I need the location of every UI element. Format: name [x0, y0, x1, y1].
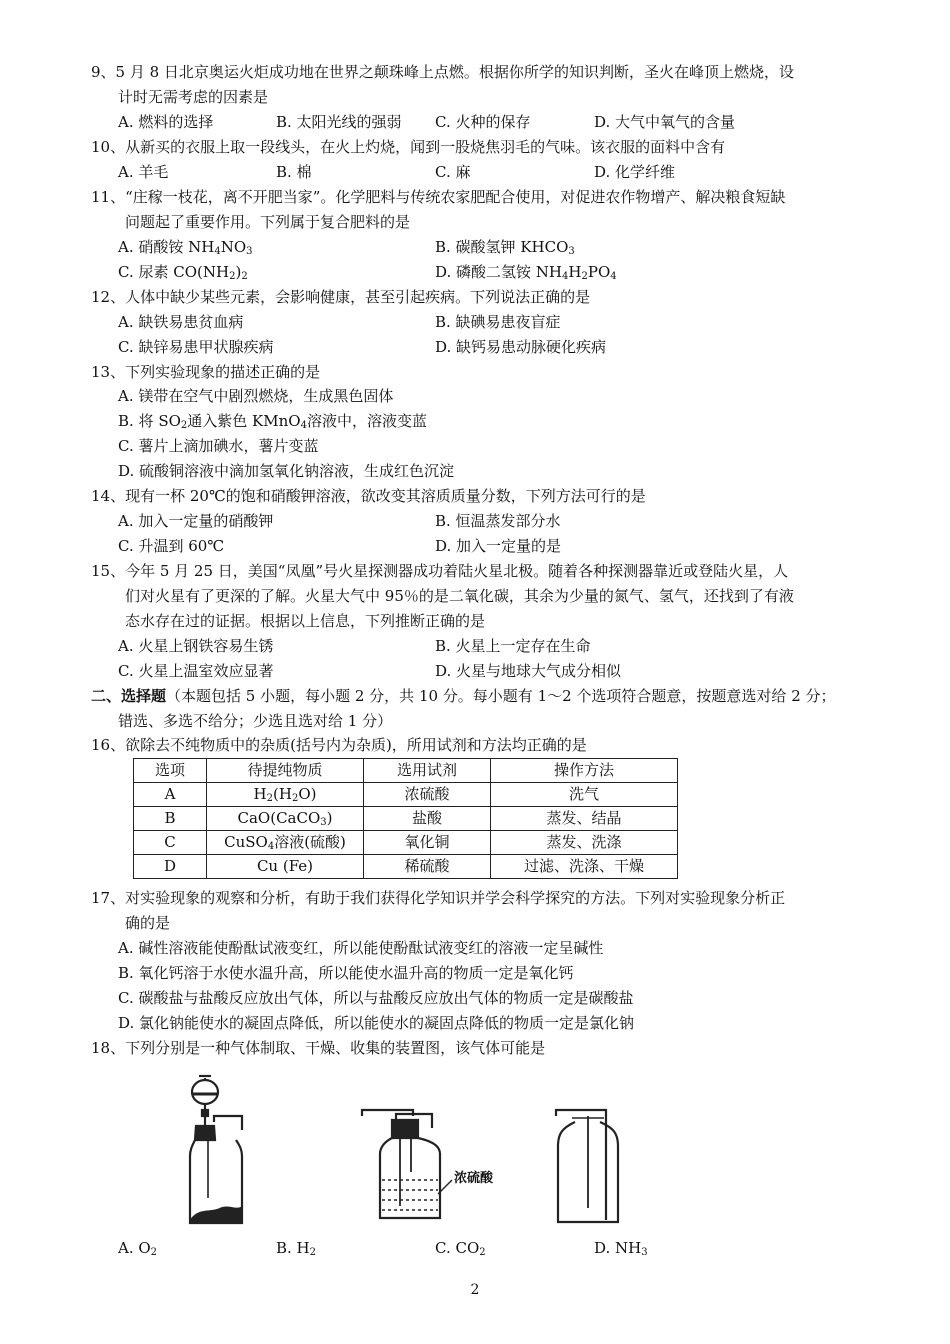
q18-option-c: C. $CO_2$: [435, 1239, 486, 1258]
table-cell: Cu (Fe): [207, 855, 364, 879]
q10-option-a: A. 羊毛: [118, 163, 169, 181]
q14-stem: 14、现有一杯 20℃的饱和硝酸钾溶液，欲改变其溶质质量分数，下列方法可行的是: [91, 487, 646, 505]
table-cell: 蒸发、结晶: [491, 807, 678, 831]
q16-stem: 16、欲除去不纯物质中的杂质(括号内为杂质)，所用试剂和方法均正确的是: [91, 736, 587, 754]
table-header: 待提纯物质: [207, 759, 364, 783]
q9-option-b: B. 太阳光线的强弱: [276, 113, 402, 131]
q17-option-a: A. 碱性溶液能使酚酞试液变红，所以能使酚酞试液变红的溶液一定呈碱性: [118, 939, 604, 957]
table-row: [134, 831, 678, 855]
q13-option-c: C. 薯片上滴加碘水，薯片变蓝: [118, 437, 319, 455]
table-cell: 过滤、洗涤、干燥: [491, 855, 678, 879]
drying-bottle-icon: [362, 1110, 452, 1218]
q18-option-a: A. $O_2$: [118, 1239, 158, 1258]
table-cell: A: [134, 783, 207, 807]
table-cell: C: [134, 831, 207, 855]
table-cell: CuSO$_4$溶液(硫酸): [207, 831, 364, 855]
q12-option-d: D. 缺钙易患动脉硬化疾病: [435, 338, 607, 356]
q12-option-a: A. 缺铁易患贫血病: [118, 313, 244, 331]
q11-stem-line1: 11、“庄稼一枝花，离不开肥当家”。化学肥料与传统农家肥配合使用，对促进农作物增产、解决粮食短缺: [91, 188, 786, 206]
q12-option-b: B. 缺碘易患夜盲症: [435, 313, 561, 331]
q15-stem-line1: 15、今年 5 月 25 日，美国“凤凰”号火星探测器成功着陆火星北极。随着各种探测器靠近或登陆火星，人: [91, 562, 789, 580]
q12-stem: 12、人体中缺少某些元素，会影响健康，甚至引起疾病。下列说法正确的是: [91, 288, 591, 306]
q18-option-d: D. $NH_3$: [594, 1239, 648, 1258]
q15-option-a: A. 火星上钢铁容易生锈: [118, 637, 274, 655]
q15-option-b: B. 火星上一定存在生命: [435, 637, 591, 655]
table-cell: 氧化铜: [364, 831, 491, 855]
table-cell: 洗气: [491, 783, 678, 807]
q11-option-a: A. 硝酸铵 $NH_4NO_3$: [118, 238, 253, 257]
section2-heading: [91, 686, 836, 706]
q13-option-d: D. 硫酸铜溶液中滴加氢氧化钠溶液，生成红色沉淀: [118, 462, 455, 480]
apparatus-figure: [170, 1068, 670, 1233]
q13-stem: 13、下列实验现象的描述正确的是: [91, 363, 321, 381]
q15-stem-line2: 们对火星有了更深的了解。火星大气中 95％的是二氧化碳，其余为少量的氮气、氢气，还找到了有液: [125, 587, 794, 605]
table-cell: B: [134, 807, 207, 831]
q17-option-d: D. 氯化钠能使水的凝固点降低，所以能使水的凝固点降低的物质一定是氯化钠: [118, 1014, 635, 1032]
q13-option-b: B. 将 $SO_2$通入紫色 KMnO$_4$溶液中，溶液变蓝: [118, 412, 427, 431]
table-row: [134, 807, 678, 831]
table-cell: 稀硫酸: [364, 855, 491, 879]
table-cell: 蒸发、洗涤: [491, 831, 678, 855]
q18-option-b: B. $H_2$: [276, 1239, 317, 1258]
q11-option-c: C. 尿素 $CO(NH_2)_2$: [118, 263, 248, 282]
table-cell: 浓硫酸: [364, 783, 491, 807]
section2-desc-line2: 错选、多选不给分；少选且选对给 1 分）: [118, 712, 393, 730]
q13-option-a: A. 镁带在空气中剧烈燃烧，生成黑色固体: [118, 387, 394, 405]
q17-stem-line1: 17、对实验现象的观察和分析，有助于我们获得化学知识并学会科学探究的方法。下列对实验现象分析正: [91, 889, 786, 907]
q17-option-c: C. 碳酸盐与盐酸反应放出气体，所以与盐酸反应放出气体的物质一定是碳酸盐: [118, 989, 634, 1007]
q11-stem-line2: 问题起了重要作用。下列属于复合肥料的是: [125, 213, 411, 231]
q14-option-b: B. 恒温蒸发部分水: [435, 512, 561, 530]
q10-option-b: B. 棉: [276, 163, 312, 181]
q14-option-c: C. 升温到 60℃: [118, 537, 225, 555]
collecting-bottle-icon: [556, 1110, 618, 1222]
table-header: 选用试剂: [364, 759, 491, 783]
table-row: [134, 783, 678, 807]
q17-stem-line2: 确的是: [125, 914, 171, 932]
section2-title: 二、选择题: [91, 687, 167, 705]
q15-stem-line3: 态水存在过的证据。根据以上信息，下列推断正确的是: [125, 612, 486, 630]
q9-option-d: D. 大气中氧气的含量: [594, 113, 736, 131]
q9-option-c: C. 火种的保存: [435, 113, 531, 131]
apparatus-label: 浓硫酸: [454, 1171, 494, 1186]
table-cell: CaO(CaCO$_3$): [207, 807, 364, 831]
q14-option-d: D. 加入一定量的是: [435, 537, 562, 555]
q14-option-a: A. 加入一定量的硝酸钾: [118, 512, 274, 530]
q9-stem-line2: 计时无需考虑的因素是: [118, 88, 269, 106]
table-cell: D: [134, 855, 207, 879]
table-header: 选项: [134, 759, 207, 783]
q12-option-c: C. 缺锌易患甲状腺疾病: [118, 338, 274, 356]
q10-stem: 10、从新买的衣服上取一段线头，在火上灼烧，闻到一股烧焦羽毛的气味。该衣服的面料中含有: [91, 138, 726, 156]
q11-option-d: D. 磷酸二氢铵 $NH_4H_2PO_4$: [435, 263, 617, 282]
q15-option-c: C. 火星上温室效应显著: [118, 662, 274, 680]
section2-desc: （本题包括 5 小题，每小题 2 分，共 10 分。每小题有 1～2 个选项符合题意，按题意选对给 2 分；: [166, 687, 836, 705]
table-cell: 盐酸: [364, 807, 491, 831]
q16-table: [133, 758, 678, 879]
table-header: 操作方法: [491, 759, 678, 783]
q9-option-a: A. 燃料的选择: [118, 113, 214, 131]
q9-stem-line1: 9、5 月 8 日北京奥运火炬成功地在世界之颠珠峰上点燃。根据你所学的知识判断，圣火在峰顶上燃烧，设: [91, 63, 794, 81]
q18-stem: 18、下列分别是一种气体制取、干燥、收集的装置图，该气体可能是: [91, 1039, 546, 1057]
page-number: 2: [470, 1282, 480, 1298]
q11-option-b: B. 碳酸氢钾 $KHCO_3$: [435, 238, 575, 257]
q15-option-d: D. 火星与地球大气成分相似: [435, 662, 622, 680]
gas-generator-icon: [190, 1076, 242, 1223]
table-header-row: [134, 759, 678, 783]
q17-option-b: B. 氧化钙溶于水使水温升高，所以能使水温升高的物质一定是氧化钙: [118, 964, 574, 982]
q10-option-c: C. 麻: [435, 163, 471, 181]
table-row: [134, 855, 678, 879]
q10-option-d: D. 化学纤维: [594, 163, 676, 181]
table-cell: $H_2(H_2O)$: [207, 783, 364, 807]
